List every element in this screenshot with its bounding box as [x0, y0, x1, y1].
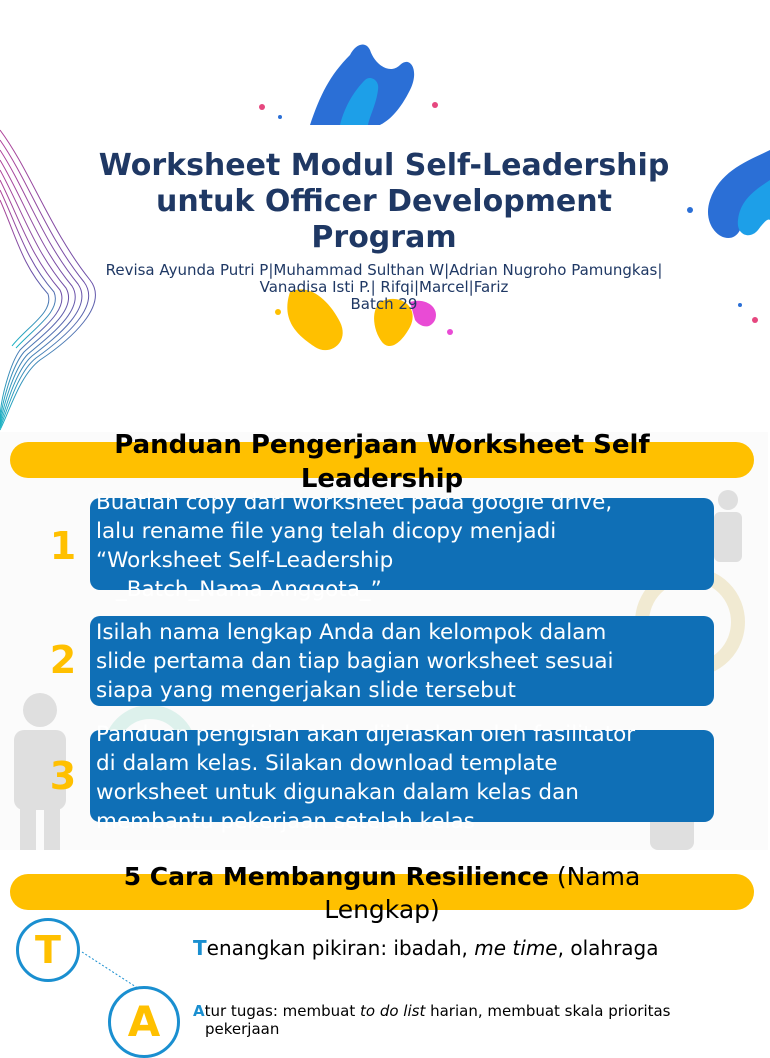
step-text-line: Buatlah copy dari worksheet pada google drive,: [96, 490, 613, 515]
step-box: [90, 722, 714, 834]
heading-rest: (Nama: [548, 862, 641, 891]
heading-bold: 5 Cara Membangun Resilience: [123, 862, 549, 891]
circle-letter: A: [127, 997, 161, 1046]
item-lead-letter: T: [193, 936, 207, 960]
item-text: , olahraga: [557, 936, 659, 960]
step-text-line: _Batch_Nama Anggota_”: [116, 577, 382, 602]
circle-letter: T: [35, 928, 61, 972]
heading-line: Leadership: [300, 464, 464, 494]
guide-slide: [0, 432, 768, 850]
step-number: 3: [49, 754, 77, 798]
resilience-slide: [0, 850, 768, 1046]
step-number: 1: [49, 524, 77, 568]
item-text: enangkan pikiran: ibadah,: [206, 936, 475, 960]
resilience-item: [193, 1002, 671, 1038]
step-text-line: lalu rename file yang telah dicopy menjadi: [96, 519, 557, 544]
item-text: tur tugas: membuat: [204, 1002, 360, 1020]
batch-label: Batch 29: [350, 295, 418, 313]
step-text-line: Panduan pengisian akan dijelaskan oleh fasilitator: [96, 722, 636, 747]
letter-circle: [108, 986, 180, 1058]
item-text: harian, membuat skala prioritas: [425, 1002, 671, 1020]
resilience-item: [193, 936, 659, 960]
step-box: [90, 616, 714, 706]
item-text: pekerjaan: [205, 1020, 280, 1038]
item-lead-letter: A: [193, 1002, 205, 1020]
title-line: untuk Officer Development: [156, 184, 612, 219]
step-text-line: siapa yang mengerjakan slide tersebut: [96, 678, 516, 703]
title-line: Program: [311, 220, 457, 255]
blue-splash-top-illustration: [250, 35, 450, 125]
authors-list: [70, 262, 698, 313]
step-box: [90, 490, 714, 602]
step-text-line: “Worksheet Self-Leadership: [96, 548, 394, 573]
title-slide: [0, 0, 768, 432]
title-line: Worksheet Modul Self-Leadership: [98, 148, 670, 183]
step-number: 2: [49, 638, 77, 682]
slide-title: [60, 148, 708, 256]
section-heading: [40, 428, 724, 496]
item-emphasis: me time: [474, 936, 558, 960]
heading-line: Panduan Pengerjaan Worksheet Self: [114, 430, 650, 460]
step-text-line: membantu pekerjaan setelah kelas: [96, 809, 475, 834]
section-heading: [40, 860, 724, 926]
step-text-line: slide pertama dan tiap bagian worksheet sesuai: [96, 649, 614, 674]
item-emphasis: to do list: [360, 1002, 426, 1020]
letter-circle: [16, 918, 80, 982]
step-text-line: Isilah nama lengkap Anda dan kelompok dalam: [96, 620, 607, 645]
heading-rest: Lengkap): [324, 895, 440, 924]
authors-line: Vanadisa Isti P.| Rifqi|Marcel|Fariz: [259, 278, 509, 296]
step-text-line: di dalam kelas. Silakan download template: [96, 751, 558, 776]
authors-line: Revisa Ayunda Putri P|Muhammad Sulthan W|Adrian Nugroho Pamungkas|: [105, 261, 663, 279]
step-text-line: worksheet untuk digunakan dalam kelas dan: [96, 780, 579, 805]
